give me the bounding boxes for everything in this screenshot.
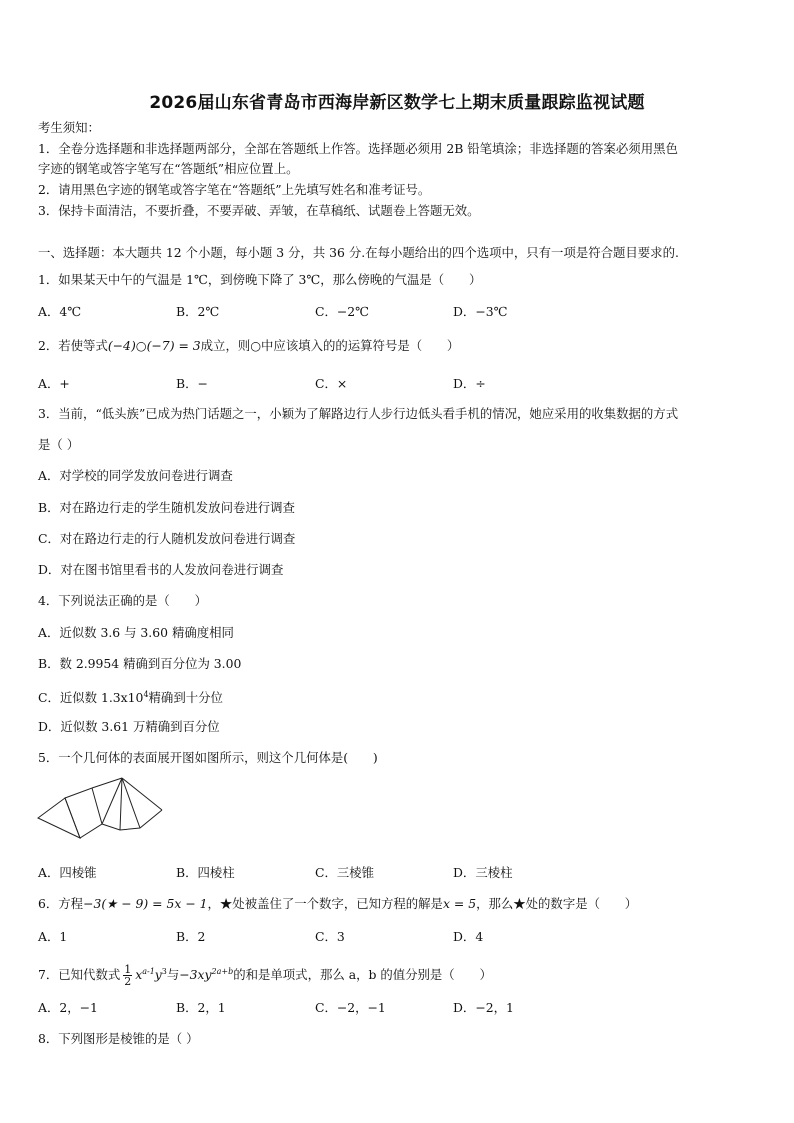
q3-stem-line2: 是（ ） bbox=[38, 437, 80, 452]
q3-stem-line1: 3．当前，“低头族”已成为热门话题之一，小颖为了解路边行人步行边低头看手机的情况，她应采用的收集数据的方式 bbox=[38, 406, 679, 421]
notice-item-3: 3．保持卡面清洁，不要折叠，不要弄破、弄皱，在草稿纸、试题卷上答题无效。 bbox=[38, 203, 480, 218]
notice-item-1: 1．全卷分选择题和非选择题两部分，全部在答题纸上作答。选择题必须用 2B 铅笔填涂；非选择题的答案必须用黑色 bbox=[38, 141, 678, 156]
q6-stem-post: ，那么★处的数字是（ ） bbox=[476, 896, 638, 911]
q5-options bbox=[38, 863, 758, 881]
net-square bbox=[65, 788, 102, 838]
q5-net-figure bbox=[36, 776, 166, 848]
q6-equation: −3(★ − 9) = 5x − 1 bbox=[83, 896, 208, 911]
q3-option-c: C．对在路边行走的行人随机发放问卷进行调查 bbox=[38, 531, 296, 546]
q7-term1-x-exponent: a-1 bbox=[142, 967, 155, 976]
q5-option-b: B．四棱柱 bbox=[176, 865, 235, 880]
section-heading: 一、选择题：本大题共 12 个小题，每小题 3 分，共 36 分.在每小题给出的四个选项中，只有一项是符合题目要求的. bbox=[38, 245, 679, 260]
q8-stem: 8．下列图形是棱锥的是（ ） bbox=[38, 1031, 199, 1046]
q7-term1-y: y bbox=[154, 967, 162, 983]
q3-option-b: B．对在路边行走的学生随机发放问卷进行调查 bbox=[38, 500, 295, 515]
q4-option-c-post: 精确到十分位 bbox=[148, 690, 223, 706]
q3-option-d: D．对在图书馆里看书的人发放问卷进行调查 bbox=[38, 562, 284, 577]
q2-stem-post: 成立，则○中应该填入的的运算符号是（ ） bbox=[200, 338, 460, 353]
q4-option-b: B．数 2.9954 精确到百分位为 3.00 bbox=[38, 656, 242, 671]
notice-item-1-cont: 字迹的钢笔或答字笔写在“答题纸”相应位置上。 bbox=[38, 161, 299, 176]
q1-options bbox=[38, 302, 758, 320]
q6-option-a: A．1 bbox=[38, 929, 68, 944]
q3-option-a: A．对学校的同学发放问卷进行调查 bbox=[38, 468, 233, 483]
notice-item-2: 2．请用黑色字迹的钢笔或答字笔在“答题纸”上先填写姓名和准考证号。 bbox=[38, 182, 431, 197]
q5-stem: 5．一个几何体的表面展开图如图所示，则这个几何体是( ) bbox=[38, 750, 378, 765]
q1-stem: 1．如果某天中午的气温是 1℃，到傍晚下降了 3℃，那么傍晚的气温是（ ） bbox=[38, 272, 482, 287]
q6-option-c: C．3 bbox=[315, 929, 345, 944]
q7-stem-pre: 7．已知代数式 bbox=[38, 967, 121, 983]
q7-term1-y-exponent: 3 bbox=[161, 967, 167, 976]
q7-term2-exponent: 2a+b bbox=[211, 967, 234, 976]
q4-stem: 4．下列说法正确的是（ ） bbox=[38, 593, 207, 608]
q2-option-c: C．× bbox=[315, 376, 348, 391]
q7-stem-post: 的和是单项式，那么 a，b 的值分别是（ ） bbox=[233, 967, 492, 983]
q6-solution: x = 5 bbox=[442, 896, 477, 911]
q2-options bbox=[38, 374, 758, 392]
q1-option-d: D．−3℃ bbox=[453, 304, 508, 319]
q2-option-a: A．+ bbox=[38, 376, 70, 391]
q2-option-d: D．÷ bbox=[453, 376, 486, 391]
notice-heading: 考生须知： bbox=[38, 120, 100, 135]
q1-option-c: C．−2℃ bbox=[315, 304, 369, 319]
exam-title: 2026届山东省青岛市西海岸新区数学七上期末质量跟踪监视试题 bbox=[149, 93, 645, 113]
q5-option-a: A．四棱锥 bbox=[38, 865, 97, 880]
q5-option-c: C．三棱锥 bbox=[315, 865, 375, 880]
q6-option-d: D．4 bbox=[453, 929, 484, 944]
q7-fraction-numerator: 1 bbox=[124, 963, 132, 977]
q4-option-d: D．近似数 3.61 万精确到百分位 bbox=[38, 719, 220, 734]
q7-option-a: A．2，−1 bbox=[38, 1000, 98, 1015]
q7-term2: −3xy bbox=[179, 967, 212, 983]
q6-options bbox=[38, 927, 758, 945]
q6-stem bbox=[38, 895, 758, 913]
q6-stem-mid: ，★处被盖住了一个数字，已知方程的解是 bbox=[207, 896, 443, 911]
q4-option-c bbox=[38, 686, 758, 707]
q2-equation: (−4)○(−7) = 3 bbox=[107, 338, 201, 353]
q7-fraction-denominator: 2 bbox=[124, 975, 132, 989]
q6-option-b: B．2 bbox=[176, 929, 206, 944]
q7-option-c: C．−2，−1 bbox=[315, 1000, 386, 1015]
q1-option-a: A．4℃ bbox=[38, 304, 82, 319]
q7-stem bbox=[38, 960, 758, 987]
q5-option-d: D．三棱柱 bbox=[453, 865, 513, 880]
q2-option-b: B．− bbox=[176, 376, 208, 391]
q7-option-b: B．2，1 bbox=[176, 1000, 226, 1015]
net-left-triangle bbox=[38, 798, 80, 838]
q7-term1-x: x bbox=[135, 967, 143, 983]
q7-stem-mid: 与 bbox=[166, 967, 180, 983]
q2-stem bbox=[38, 337, 758, 355]
q2-stem-pre: 2．若使等式 bbox=[38, 338, 108, 353]
q4-option-c-pre: C．近似数 1.3x10 bbox=[38, 690, 144, 706]
q4-option-a: A．近似数 3.6 与 3.60 精确度相同 bbox=[38, 625, 234, 640]
q7-option-d: D．−2，1 bbox=[453, 1000, 514, 1015]
q6-stem-pre: 6．方程 bbox=[38, 896, 84, 911]
q4-option-c-exponent: 4 bbox=[143, 690, 149, 699]
q7-options bbox=[38, 998, 758, 1016]
q1-option-b: B．2℃ bbox=[176, 304, 220, 319]
q7-fraction bbox=[123, 964, 132, 987]
